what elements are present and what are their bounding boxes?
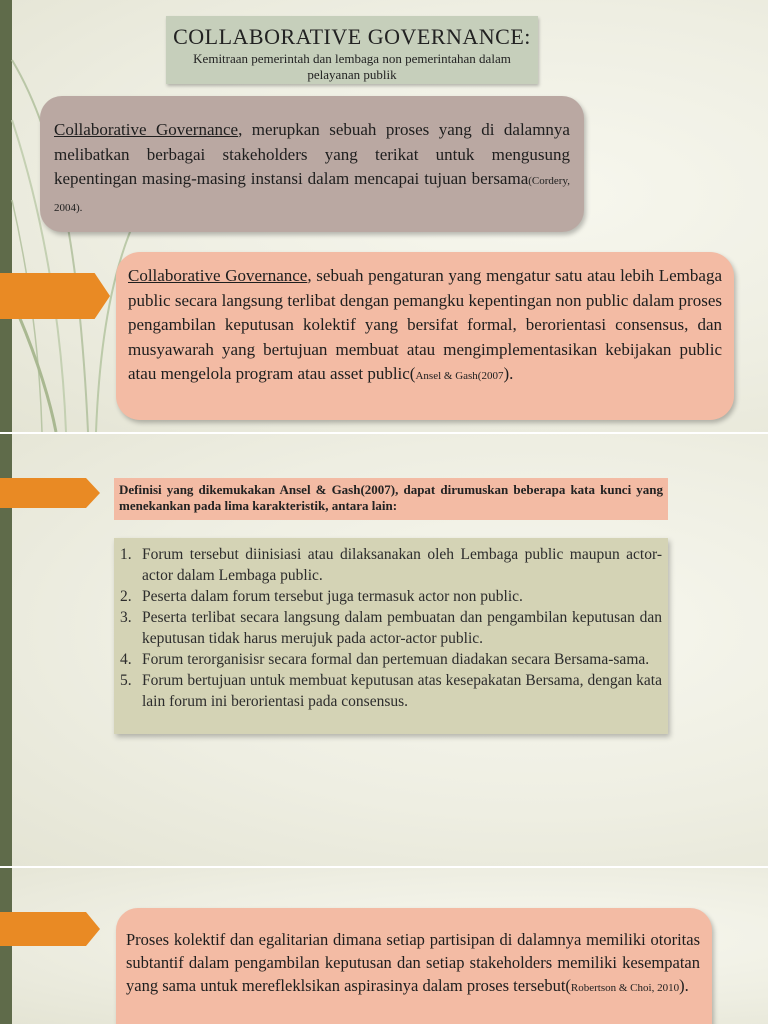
- orange-arrow-marker: [0, 273, 110, 319]
- definition-body: , sebuah pengaturan yang mengatur satu atau lebih Lembaga public secara langsung terlibat dengan pemangku kepentingan non public dalam proses pengambilan keputusan kolektif yang bersifat formal, berorientasi consensus, dan musyawarah yang bertujuan membuat atau mengimplementasikan kebijakan public atau mengelola program atau asset public(: [128, 266, 722, 383]
- list-item-text: Peserta dalam forum tersebut juga termasuk actor non public.: [142, 588, 523, 605]
- characteristics-list: [120, 544, 662, 712]
- term-collaborative-governance: Collaborative Governance: [128, 266, 308, 285]
- definition-box-robertson-choi: [116, 908, 712, 1024]
- slide-subtitle: Kemitraan pemerintah dan lembaga non pemerintahan dalam pelayanan publik: [193, 51, 511, 82]
- list-number: 2.: [120, 588, 132, 605]
- characteristics-list-box: [114, 538, 668, 734]
- list-item-text: Peserta terlibat secara langsung dalam pembuatan dan pengambilan keputusan dan keputusan tidak harus merujuk pada actor-actor public.: [142, 609, 662, 647]
- citation-close: ).: [679, 976, 689, 995]
- list-item: [120, 670, 662, 712]
- definition-text-ansel-gash: [128, 264, 722, 389]
- title-box: [166, 16, 538, 84]
- citation: Robertson & Choi, 2010: [570, 982, 680, 994]
- slide-title: COLLABORATIVE GOVERNANCE:: [173, 24, 531, 49]
- definition-box-cordery: [40, 96, 584, 232]
- definition-body: Proses kolektif dan egalitarian dimana setiap partisipan di dalamnya memiliki otoritas subtantif dalam pengambilan keputusan dan setiap stakeholders memiliki kesempatan yang sama untuk merefleklsikan aspirasinya dalam proses tersebut(: [126, 930, 700, 995]
- list-item-text: Forum terorganisisr secara formal dan pertemuan diadakan secara Bersama-sama.: [142, 651, 650, 668]
- list-number: 5.: [120, 672, 132, 689]
- list-item: [120, 649, 662, 670]
- list-item-text: Forum tersebut diinisiasi atau dilaksanakan oleh Lembaga public maupun actor-actor dalam Lembaga public.: [142, 546, 662, 584]
- definition-box-ansel-gash: [116, 252, 734, 420]
- definition-text-cordery: [54, 118, 570, 220]
- citation-close: ).: [503, 364, 514, 383]
- slide-3: [0, 868, 768, 1024]
- list-item-text: Forum bertujuan untuk membuat keputusan atas kesepakatan Bersama, dengan kata lain forum ini berorientasi pada consensus.: [142, 672, 662, 710]
- list-number: 1.: [120, 546, 132, 563]
- left-accent-bar: [0, 868, 12, 1024]
- list-number: 3.: [120, 609, 132, 626]
- list-number: 4.: [120, 651, 132, 668]
- term-collaborative-governance: Collaborative Governance: [54, 120, 239, 139]
- definition-text-robertson-choi: [126, 928, 700, 1000]
- definition-body: , merupkan sebuah proses yang di dalamnya melibatkan berbagai stakeholders yang terikat untuk mengusung kepentingan masing-masing instansi dalam mencapai tujuan bersama: [54, 120, 570, 188]
- citation: Ansel & Gash(2007: [415, 370, 504, 382]
- characteristics-header: Definisi yang dikemukakan Ansel & Gash(2007), dapat dirumuskan beberapa kata kunci yang menekankan pada lima karakteristik, antara lain:: [114, 478, 668, 520]
- orange-arrow-marker: [0, 912, 100, 946]
- citation: (Cordery, 2004).: [54, 175, 570, 214]
- list-item: [120, 607, 662, 649]
- slide-2: [0, 434, 768, 866]
- orange-arrow-marker: [0, 478, 100, 508]
- list-item: [120, 544, 662, 586]
- list-item: [120, 586, 662, 607]
- slide-1: [0, 0, 768, 432]
